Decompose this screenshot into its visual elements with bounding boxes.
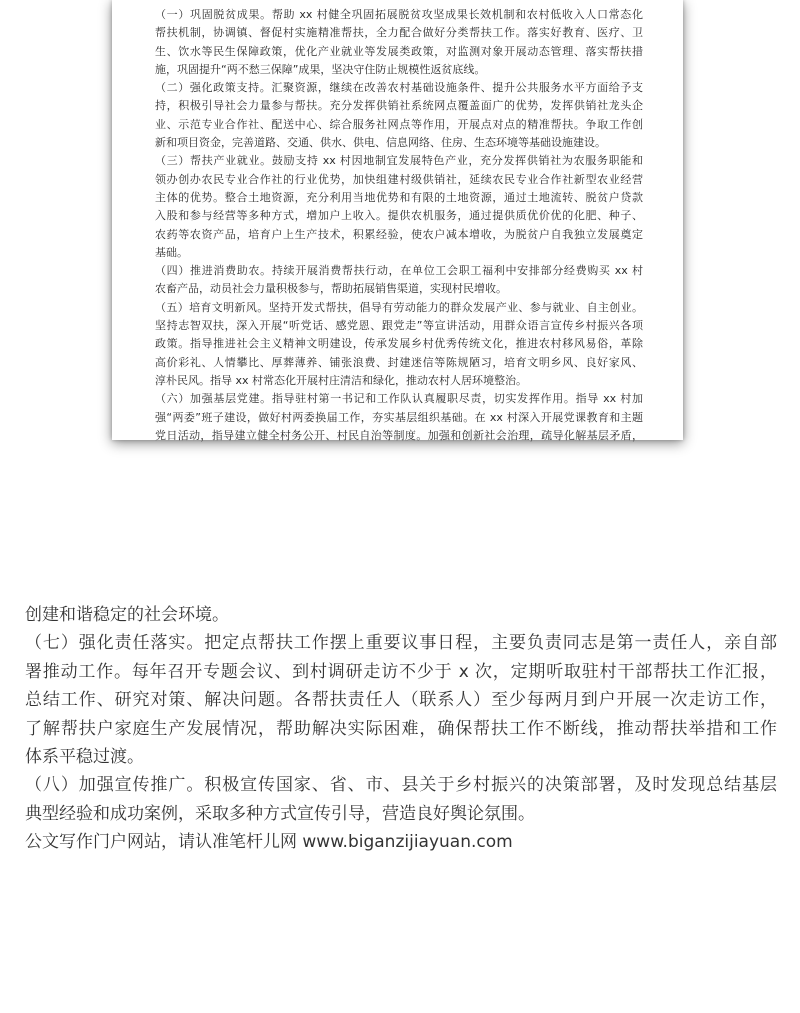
body-text: [25, 601, 777, 857]
page-card-line: 农药等农资产品，培育户上生产技术，积累经验，使农户减本增收，为脱贫户自我独立发展奠定: [155, 227, 643, 241]
page-card-line: （三）帮扶产业就业。鼓励支持 xx 村因地制宜发展特色产业，充分发挥供销社为农服务职能和: [155, 154, 643, 168]
body-line: 创建和谐稳定的社会环境。: [25, 605, 229, 625]
page-card-text: [155, 6, 643, 445]
body-line: 典型经验和成功案例，采取多种方式宣传引导，营造良好舆论氛围。: [25, 803, 535, 824]
page-card-line: 基础。: [155, 245, 188, 259]
page-card-line: （六）加强基层党建。指导驻村第一书记和工作队认真履职尽责，切实发挥作用。指导 xx 村加: [155, 392, 643, 406]
body-line: 了解帮扶户家庭生产发展情况，帮助解决实际困难，确保帮扶工作不断线，推动帮扶举措和工作: [25, 718, 777, 739]
website-notice: 公文写作门户网站，请认准笔杆儿网 www.biganzijiayuan.com: [25, 832, 513, 853]
page-card-line: 施，巩固提升“两不愁三保障”成果，坚决守住防止规模性返贫底线。: [155, 62, 486, 76]
page-card-line: 新和项目资金，完善道路、交通、供水、供电、信息网络、住房、生态环境等基础设施建设。: [155, 136, 606, 150]
body-line: （八）加强宣传推广。积极宣传国家、省、市、县关于乡村振兴的决策部署，及时发现总结基层: [25, 775, 777, 796]
page-card-line: 政策。指导推进社会主义精神文明建设，传承发展乡村优秀传统文化，推进农村移风易俗，革除: [155, 337, 643, 351]
page-card-line: 农畜产品，动员社会力量积极参与，帮助拓展销售渠道，实现村民增收。: [155, 282, 507, 296]
page-card-line: （五）培育文明新风。坚持开发式帮扶，倡导有劳动能力的群众发展产业、参与就业、自主创业。: [155, 300, 643, 314]
page-card-line: 坚持志智双扶，深入开展“听党话、感党恩、跟党走”等宣讲活动，用群众语言宣传乡村振兴各项: [155, 319, 643, 333]
document-page-image: [112, 0, 683, 440]
page-card-line: 高价彩礼、人情攀比、厚葬薄养、铺张浪费、封建迷信等陈规陋习，培育文明乡风、良好家风、: [155, 355, 643, 369]
page-card-line: 生、饮水等民生保障政策，优化产业就业等发展类政策，对监测对象开展动态管理、落实帮扶措: [155, 44, 643, 58]
page-card-line: 帮扶机制，协调镇、督促村实施精准帮扶，全力配合做好分类帮扶工作。落实好教育、医疗、卫: [155, 26, 643, 40]
page-card-line: 业、示范专业合作社、配送中心、综合服务社网点等作用，开展点对点的精准帮扶。争取工作创: [155, 117, 643, 131]
page-card-line: （二）强化政策支持。汇聚资源，继续在改善农村基础设施条件、提升公共服务水平方面给予支: [155, 81, 643, 95]
page-card-line: （一）巩固脱贫成果。帮助 xx 村健全巩固拓展脱贫攻坚成果长效机制和农村低收入人口常态化: [155, 8, 643, 21]
page-card-line: 淳朴民风。指导 xx 村常态化开展村庄清洁和绿化，推动农村人居环境整治。: [155, 373, 528, 387]
body-line: 署推动工作。每年召开专题会议、到村调研走访不少于 x 次，定期听取驻村干部帮扶工作汇报，: [25, 661, 777, 682]
page-card-line: 主体的优势。整合土地资源，充分利用当地优势和有限的土地资源，通过土地流转、脱贫户贷款: [155, 190, 643, 204]
page-card-line: 领办创办农民专业合作社的行业优势，加快组建村级供销社，延续农民专业合作社新型农业经营: [155, 172, 643, 186]
page-card-line: 强“两委”班子建设，做好村两委换届工作，夯实基层组织基础。在 xx 村深入开展党课教育和主题: [155, 410, 643, 424]
page-card-line: 持，积极引导社会力量参与帮扶。充分发挥供销社系统网点覆盖面广的优势，发挥供销社龙头企: [155, 99, 643, 113]
body-line: 总结工作、研究对策、解决问题。各帮扶责任人（联系人）至少每两月到户开展一次走访工作，: [25, 690, 777, 711]
body-line: （七）强化责任落实。把定点帮扶工作摆上重要议事日程，主要负责同志是第一责任人，亲自部: [25, 633, 777, 654]
page-card-line: 入股和参与经营等多种方式，增加户上收入。提供农机服务，通过提供质优价优的化肥、种子、: [155, 209, 643, 223]
page-card-line: 党日活动，指导建立健全村务公开、村民自治等制度。加强和创新社会治理，疏导化解基层矛盾，: [155, 428, 643, 442]
page-card-line: （四）推进消费助农。持续开展消费帮扶行动，在单位工会职工福利中安排部分经费购买 xx 村: [155, 264, 643, 278]
body-line: 体系平稳过渡。: [25, 746, 144, 767]
